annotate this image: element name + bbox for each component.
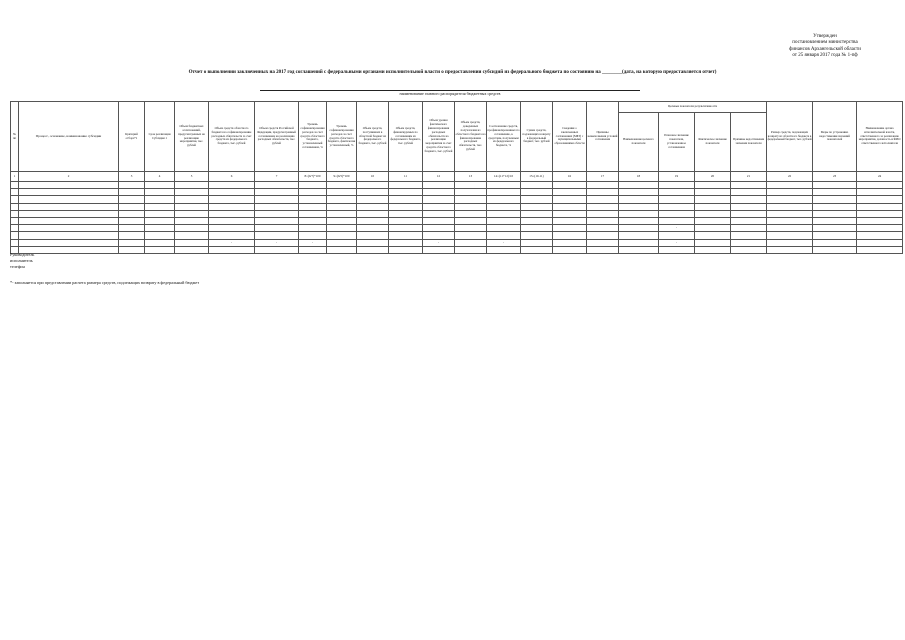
table-row [11, 196, 903, 203]
header-subcell: Плановое значение показателя, установленное соглашением [659, 113, 695, 172]
header-cell: Срок реализации Субсидии 1 [145, 102, 175, 172]
header-cell: Сумма средств, подлежащих возврату в федеральный бюджет, тыс. рублей [521, 102, 553, 172]
column-number: 17 [587, 172, 619, 182]
header-cell: Размер средств, подлежащих возврату из областного бюджета в федеральный бюджет, тыс. рублей [767, 102, 813, 172]
approval-line-4: от 25 января 2017 года № 1-пф [792, 53, 858, 59]
column-number: 19 [659, 172, 695, 182]
column-number: 24 [857, 172, 903, 182]
report-table [10, 101, 903, 254]
column-number: 23 [813, 172, 857, 182]
approval-line-1: Утвержден [813, 34, 837, 39]
column-number: 14=(11+12)/10 [487, 172, 521, 182]
header-cell: Объем средств областного бюджета на софинансирование расходных обязательств за счет средств из федерального бюджета, тыс. рублей [209, 102, 255, 172]
column-number: 20 [695, 172, 731, 182]
column-number: 1 [11, 172, 19, 182]
dash-cell: - [423, 239, 455, 246]
header-cell: Объем средств, финансируемых по соглашениям из федерального бюджета, тыс. рублей [389, 102, 423, 172]
header-row-1 [11, 102, 903, 113]
header-cell: Уровень софинансирования расходов за счет средств областного бюджета, фактически установленный, % [327, 102, 357, 172]
footnote: *- заполняется при представлении расчета размера средств, подлежащих возврату в федеральный бюджет [10, 280, 200, 285]
column-number: 16 [553, 172, 587, 182]
header-group-cell: Целевые показатели результативности [619, 102, 767, 113]
header-cell: Объем средств, поступивших в областной бюджет из федерального бюджета, тыс. рублей [357, 102, 389, 172]
dash-cell: - [209, 239, 255, 246]
header-cell: Процесс, основание, наименование субсидии [19, 102, 119, 172]
column-number: 7 [255, 172, 299, 182]
header-cell: Критерий отбора*1 [119, 102, 145, 172]
column-number: 15=(10-11) [521, 172, 553, 182]
header-cell: Наименование органа исполнительной власти, ответственного за реализацию мероприятия, должность и ФИО ответственного исполнителя [857, 102, 903, 172]
column-number: 21 [731, 172, 767, 182]
dash-cell: - [659, 225, 695, 232]
table-row [11, 246, 903, 253]
dash-cell: - [487, 239, 521, 246]
header-cell: Объем средств, доведенных получателям из областного бюджета на финансирование расходных обязательств, тыс. рублей [455, 102, 487, 172]
column-number: 5 [175, 172, 209, 182]
approval-stamp [760, 34, 890, 60]
table-row [11, 232, 903, 239]
header-cell: Объем уровня фактического финансирования расходных обязательств на реализацию мероприятия за счет средств областного бюджета, тыс. рублей [423, 102, 455, 172]
footer [10, 252, 34, 270]
column-number-row [11, 172, 903, 182]
column-number: 3 [119, 172, 145, 182]
report-title: Отчет о выполнении заключенных на 2017 год соглашений с федеральными органами исполнительной власти о предоставлении субсидий из федерального бюджета по состоянию на ________(дата, на которую предоставляется отчет) [188, 70, 717, 75]
table-row [11, 182, 903, 189]
column-number: 13 [455, 172, 487, 182]
table-row [11, 189, 903, 196]
header-subcell: Наименование целевого показателя [619, 113, 659, 172]
footer-phone-label: телефон [10, 264, 25, 269]
column-number: 8=(6/7)*100 [299, 172, 327, 182]
table-row [11, 217, 903, 224]
column-number: 18 [619, 172, 659, 182]
column-number: 2 [19, 172, 119, 182]
column-number: 6 [209, 172, 255, 182]
header-cell: Меры по устранению недостижения значений показателей [813, 102, 857, 172]
header-subcell: Причины недостижения значения показателя [731, 113, 767, 172]
header-subcell: Фактическое значение показателя [695, 113, 731, 172]
header-cell: Сведения о заключенных соглашениях (МБТ) с муниципальными образованиями области [553, 102, 587, 172]
dash-cell: - [299, 239, 327, 246]
column-number: 10 [357, 172, 389, 182]
footer-executor-label: исполнитель [10, 258, 33, 263]
dash-cell: - [255, 239, 299, 246]
header-cell: Причины невыполнения условий соглашения [587, 102, 619, 172]
dash-cell: - [659, 239, 695, 246]
header-cell: Соотношение средств, профинансированных по соглашению, к средствам, полученным из федерального бюджета, % [487, 102, 521, 172]
column-number: 11 [389, 172, 423, 182]
footer-head-label: Руководитель [10, 252, 35, 257]
approval-line-3: финансов Архангельской области [789, 46, 861, 52]
approval-line-2: постановлением министерства [792, 40, 858, 46]
header-cell: Объем бюджетных ассигнований, предусмотренных на реализацию мероприятия, тыс. рублей [175, 102, 209, 172]
header-cell: Уровень софинансирования расходов за счет средств областного бюджета, установленный соглашением, % [299, 102, 327, 172]
table-row [11, 225, 903, 232]
table-row [11, 239, 903, 246]
column-number: 9=(6/5)*100 [327, 172, 357, 182]
column-number: 4 [145, 172, 175, 182]
table-row [11, 203, 903, 210]
column-number: 12 [423, 172, 455, 182]
recipient-name-caption: наименование главного распорядителя бюджетных средств [399, 91, 501, 96]
column-number: 22 [767, 172, 813, 182]
table-row [11, 210, 903, 217]
header-cell: № пп [11, 102, 19, 172]
header-cell: Объем средств Российской Федерации, предусмотренный соглашением на реализацию расходных обязательств, тыс. рублей [255, 102, 299, 172]
